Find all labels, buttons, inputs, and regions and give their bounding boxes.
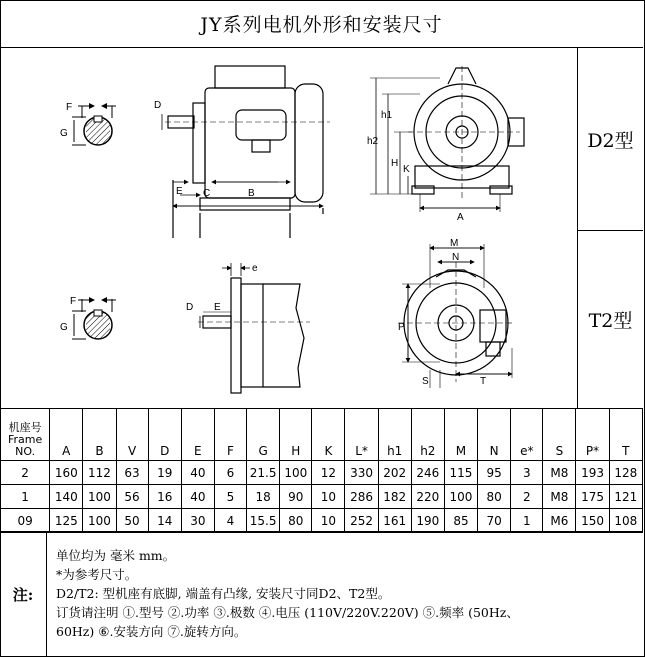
frame-header-cn: 机座号 [8, 421, 42, 434]
d2-front-view [370, 66, 524, 212]
type-d2-label: D2型 [587, 129, 634, 152]
dimension-cell: 182 [378, 485, 411, 509]
dimension-cell: 128 [609, 461, 642, 485]
frame-cell: 2 [1, 461, 50, 485]
dimension-cell: 252 [345, 509, 378, 533]
dimension-cell: 16 [148, 485, 181, 509]
label-G: G [60, 128, 68, 139]
dimension-cell: 140 [50, 485, 83, 509]
dimension-cell: 100 [83, 509, 116, 533]
t2-front-view [398, 244, 512, 388]
dimension-cell: 115 [444, 461, 477, 485]
dimension-cell: 50 [116, 509, 148, 533]
label-G-t2: G [60, 322, 68, 333]
d2-shaft-section [60, 102, 116, 145]
column-header: H [280, 409, 312, 461]
dimension-cell: 40 [181, 461, 214, 485]
label-h1: h1 [381, 110, 393, 121]
dimension-cell: 202 [378, 461, 411, 485]
dimension-cell: 1 [511, 509, 543, 533]
column-header: K [312, 409, 345, 461]
note-line: D2/T2: 型机座有底脚, 端盖有凸缘, 安装尺寸同D2、T2型。 [56, 586, 391, 601]
label-e: e [252, 263, 258, 274]
dimension-cell: 160 [50, 461, 83, 485]
column-header: M [444, 409, 477, 461]
notes-body [56, 546, 641, 641]
dimension-cell: 85 [444, 509, 477, 533]
column-header: e* [511, 409, 543, 461]
column-header: S [543, 409, 576, 461]
note-line: *为参考尺寸。 [56, 567, 138, 582]
dimension-cell: 3 [511, 461, 543, 485]
dimension-cell: 121 [609, 485, 642, 509]
label-D-side: D [154, 100, 162, 111]
label-A: A [457, 212, 464, 223]
label-E-t2: E [214, 302, 221, 313]
frame-cell: 09 [1, 509, 50, 533]
table-header-row [1, 409, 643, 461]
dimension-cell: 6 [214, 461, 246, 485]
dimension-cell: 10 [312, 509, 345, 533]
label-T: T [480, 376, 487, 387]
notes-section [0, 531, 643, 656]
d2-side-view [154, 66, 330, 238]
dimension-cell: 95 [478, 461, 511, 485]
label-D-t2: D [186, 302, 194, 313]
dimension-cell: 100 [83, 485, 116, 509]
label-H: H [391, 158, 399, 169]
frame-header-no: NO. [15, 445, 36, 458]
dimension-cell: 40 [181, 485, 214, 509]
dimension-cell: 100 [444, 485, 477, 509]
column-header: D [148, 409, 181, 461]
column-header: E [181, 409, 214, 461]
notes-label: 注: [0, 532, 47, 656]
label-K: K [403, 164, 410, 175]
column-header: N [478, 409, 511, 461]
dimension-cell: 19 [148, 461, 181, 485]
t2-shaft-section [60, 296, 116, 339]
dimension-cell: 190 [411, 509, 444, 533]
column-header: A [50, 409, 83, 461]
dimension-cell: M8 [543, 485, 576, 509]
dimension-cell: 80 [478, 485, 511, 509]
label-h2: h2 [367, 136, 379, 147]
column-header: h1 [378, 409, 411, 461]
dimension-cell: 330 [345, 461, 378, 485]
dimension-cell: 112 [83, 461, 116, 485]
table-row [1, 461, 643, 485]
dimension-cell: 246 [411, 461, 444, 485]
motor-outline-drawing [0, 48, 577, 408]
dimension-cell: 4 [214, 509, 246, 533]
dimension-cell: 125 [50, 509, 83, 533]
dimension-cell: 70 [478, 509, 511, 533]
label-M: M [450, 238, 459, 249]
column-header: T [609, 409, 642, 461]
column-header: V [116, 409, 148, 461]
dimension-cell: 90 [280, 485, 312, 509]
column-header: L* [345, 409, 378, 461]
dimension-cell: 15.5 [247, 509, 280, 533]
dimension-cell: 10 [312, 485, 345, 509]
dimension-cell: 161 [378, 509, 411, 533]
frame-header-en: Frame [7, 433, 43, 446]
note-line: 单位均为 毫米 mm。 [56, 548, 176, 563]
label-B-side: B [248, 188, 255, 199]
label-F: F [66, 102, 73, 113]
column-header: P* [576, 409, 609, 461]
dimension-cell: 14 [148, 509, 181, 533]
label-N: N [452, 252, 460, 263]
page-title: JY系列电机外形和安装尺寸 [0, 0, 643, 48]
label-S: S [422, 376, 429, 387]
dimension-cell: 5 [214, 485, 246, 509]
dimension-cell: 21.5 [247, 461, 280, 485]
frame-header [1, 409, 50, 461]
frame-cell: 1 [1, 485, 50, 509]
dimension-cell: 63 [116, 461, 148, 485]
column-header: G [247, 409, 280, 461]
dimension-cell: 12 [312, 461, 345, 485]
note-line: 60Hz) ⑥.安装方向 ⑦.旋转方向。 [56, 624, 247, 639]
dimension-cell: 18 [247, 485, 280, 509]
table-row [1, 509, 643, 533]
label-C-side: C [203, 188, 211, 199]
label-E-side: E [176, 186, 183, 197]
dimension-cell: 175 [576, 485, 609, 509]
dimension-cell: 30 [181, 509, 214, 533]
dimension-cell: 108 [609, 509, 642, 533]
dimension-cell: 193 [576, 461, 609, 485]
column-header: B [83, 409, 116, 461]
t2-side-view [198, 263, 310, 393]
dimension-cell: 80 [280, 509, 312, 533]
dimension-cell: M8 [543, 461, 576, 485]
dimension-table [0, 408, 643, 533]
label-F-t2: F [70, 296, 77, 307]
dimension-cell: 150 [576, 509, 609, 533]
dimension-cell: 56 [116, 485, 148, 509]
dimension-cell: 286 [345, 485, 378, 509]
type-t2-label: T2型 [588, 310, 633, 332]
dimension-drawing [0, 48, 577, 408]
dimension-cell: 2 [511, 485, 543, 509]
dimension-cell: 220 [411, 485, 444, 509]
note-line: 订货请注明 ①.型号 ②.功率 ③.极数 ④.电压 (110V/220V.220V) ⑤.频率 (50Hz、 [56, 605, 519, 620]
dimension-cell: M6 [543, 509, 576, 533]
label-P: P [398, 322, 405, 333]
table-row [1, 485, 643, 509]
column-header: h2 [411, 409, 444, 461]
dimension-cell: 100 [280, 461, 312, 485]
column-header: F [214, 409, 246, 461]
